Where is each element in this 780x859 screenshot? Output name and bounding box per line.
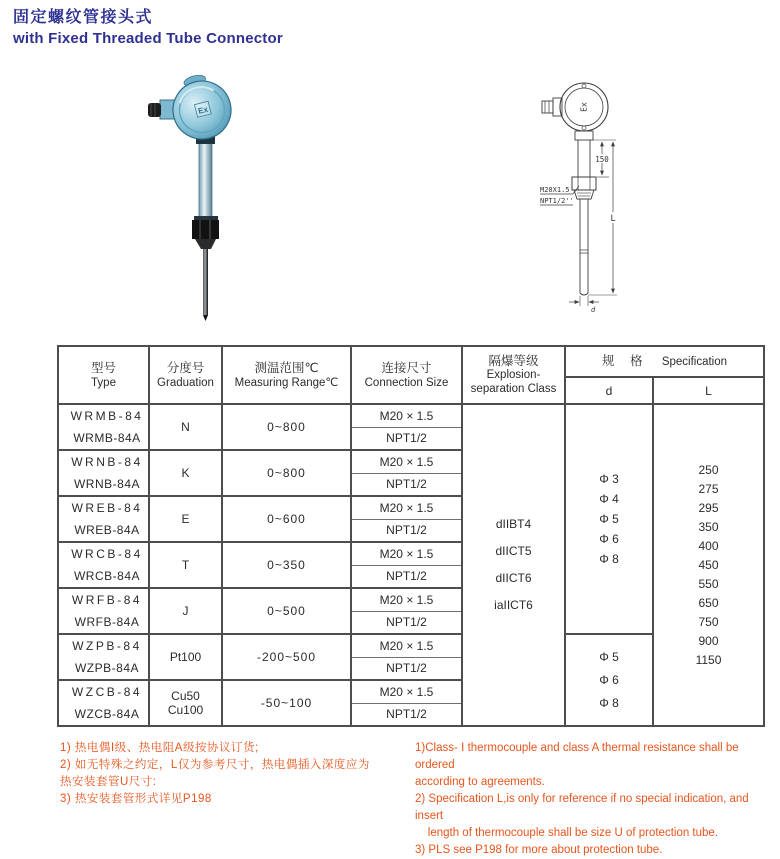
model-cell: WRFB-84: [58, 588, 149, 611]
photo-probe-tip: [203, 315, 208, 321]
col-header-explosion-en1: Explosion-: [486, 369, 541, 381]
list-item: 1150: [695, 652, 722, 667]
page-title-chinese: 固定螺纹管接头式: [13, 9, 154, 26]
list-item: 400: [698, 538, 719, 553]
dimension-drawing: [520, 78, 670, 323]
model-cell: WREB-84: [58, 496, 149, 519]
model-cell: WRMB-84: [58, 404, 149, 427]
drawing-thread: [574, 190, 594, 199]
specification-table: [57, 345, 765, 727]
graduation-cell: T: [149, 542, 222, 588]
connection-cell: M20 × 1.5: [351, 496, 462, 519]
range-cell: -50~100: [222, 680, 351, 726]
list-item: 750: [698, 614, 719, 629]
range-cell: 0~800: [222, 404, 351, 450]
model-cell: WRFB-84A: [58, 611, 149, 634]
diameter-cell-bottom: [565, 634, 653, 726]
graduation-cell: Pt100: [149, 634, 222, 680]
graduation-cell: N: [149, 404, 222, 450]
footnotes-english: [415, 740, 777, 859]
model-cell: WZPB-84: [58, 634, 149, 657]
list-item: 2) 如无特殊之约定，L仅为参考尺寸，热电偶插入深度应为: [60, 759, 370, 771]
graduation-cell: J: [149, 588, 222, 634]
drawing-thread-label-1: M20X1.5: [540, 186, 570, 194]
connection-cell: M20 × 1.5: [351, 404, 462, 427]
connection-cell: NPT1/2: [351, 565, 462, 588]
list-item: dIICT5: [495, 544, 532, 558]
range-cell: -200~500: [222, 634, 351, 680]
col-header-spec-en: Specification: [661, 356, 728, 368]
list-item: Φ 6: [599, 672, 619, 687]
list-item: 295: [698, 500, 719, 515]
connection-cell: NPT1/2: [351, 473, 462, 496]
col-header-type: [58, 346, 149, 404]
list-item: 250: [698, 462, 719, 477]
connection-cell: M20 × 1.5: [351, 680, 462, 703]
page-title-english: with Fixed Threaded Tube Connector: [13, 30, 283, 47]
col-header-type-zh: 型号: [90, 360, 116, 375]
drawing-dim-150-label: 150: [595, 155, 609, 164]
list-item: 650: [698, 595, 719, 610]
graduation-cell: K: [149, 450, 222, 496]
list-item: Φ 5: [599, 512, 619, 526]
col-header-explosion-zh: 隔爆等级: [488, 354, 539, 368]
graduation-cell: E: [149, 496, 222, 542]
list-item: dIIBT4: [495, 517, 532, 531]
drawing-hex-union: [572, 177, 596, 190]
list-item: Φ 8: [599, 695, 619, 710]
range-cell: 0~350: [222, 542, 351, 588]
list-item: Φ 6: [599, 532, 619, 546]
list-item: 热安装套管U尺寸:: [60, 776, 157, 788]
connection-cell: M20 × 1.5: [351, 588, 462, 611]
list-item: 3) PLS see P198 for more about protection tube.: [415, 844, 663, 856]
connection-cell: NPT1/2: [351, 427, 462, 450]
photo-neck-tube: [199, 140, 212, 220]
model-cell: WRNB-84A: [58, 473, 149, 496]
list-item: 1)Class- Ⅰ thermocouple and class A thermal resistance shall be ordered: [415, 742, 742, 771]
table-row: [58, 404, 764, 427]
connection-cell: M20 × 1.5: [351, 450, 462, 473]
list-item: according to agreements.: [415, 776, 545, 788]
graduation-line-1: Cu50: [171, 689, 200, 703]
range-cell: 0~500: [222, 588, 351, 634]
connection-cell: NPT1/2: [351, 703, 462, 726]
col-header-specification: [565, 346, 764, 377]
connection-cell: M20 × 1.5: [351, 542, 462, 565]
explosion-class-cell: [462, 404, 565, 726]
graduation-cell: [149, 680, 222, 726]
col-header-range-en: Measuring Range℃: [234, 376, 339, 389]
connection-cell: NPT1/2: [351, 657, 462, 680]
footnotes-chinese: [60, 740, 410, 808]
drawing-dim-d-label: d: [591, 306, 596, 314]
list-item: 350: [698, 519, 719, 534]
list-item: length of thermocouple shall be size U of protection tube.: [415, 827, 719, 839]
col-header-d: d: [565, 377, 653, 404]
photo-ex-mark: Ex: [197, 104, 209, 116]
model-cell: WZPB-84A: [58, 657, 149, 680]
thermocouple-photo: [130, 78, 290, 323]
range-cell: 0~600: [222, 496, 351, 542]
model-cell: WRNB-84: [58, 450, 149, 473]
model-cell: WREB-84A: [58, 519, 149, 542]
list-item: Φ 5: [599, 649, 619, 664]
col-header-range-zh: 测温范围℃: [254, 360, 319, 375]
connection-cell: NPT1/2: [351, 519, 462, 542]
graduation-line-2: Cu100: [167, 703, 204, 717]
connection-cell: M20 × 1.5: [351, 634, 462, 657]
list-item: 1) 热电偶Ⅰ级、热电阻A级按协议订货;: [60, 742, 259, 754]
length-cell: [653, 404, 764, 726]
col-header-connection-en: Connection Size: [364, 376, 449, 389]
photo-probe: [203, 249, 208, 315]
list-item: 2) Specification L,is only for reference if no special indication, and insert: [415, 793, 752, 822]
photo-thread-taper: [195, 239, 216, 249]
col-header-explosion-en2: separation Class: [470, 383, 557, 395]
col-header-connection: [351, 346, 462, 404]
model-cell: WRMB-84A: [58, 427, 149, 450]
list-item: Φ 8: [599, 552, 619, 566]
range-cell: 0~800: [222, 450, 351, 496]
list-item: Φ 3: [599, 472, 619, 486]
col-header-graduation: [149, 346, 222, 404]
photo-head: [165, 69, 237, 145]
drawing-dim-L-label: L: [610, 214, 616, 224]
list-item: 450: [698, 557, 719, 572]
drawing-thread-label-2: NPT1/2'': [540, 197, 574, 205]
drawing-flange: [575, 131, 593, 140]
col-header-graduation-zh: 分度号: [166, 360, 205, 375]
list-item: iaIICT6: [494, 598, 533, 612]
page-title: [13, 8, 283, 50]
model-cell: WZCB-84A: [58, 703, 149, 726]
col-header-spec-zh: 规 格: [601, 354, 649, 368]
model-cell: WZCB-84: [58, 680, 149, 703]
photo-hex-nut: [192, 220, 219, 239]
connection-cell: NPT1/2: [351, 611, 462, 634]
photo-union-lip: [194, 216, 218, 220]
col-header-connection-zh: 连接尺寸: [381, 360, 432, 375]
list-item: 550: [698, 576, 719, 591]
list-item: Φ 4: [599, 492, 619, 506]
col-header-range: [222, 346, 351, 404]
model-cell: WRCB-84: [58, 542, 149, 565]
list-item: 3) 热安装套管形式详见P198: [60, 793, 212, 805]
model-cell: WRCB-84A: [58, 565, 149, 588]
diameter-cell-top: [565, 404, 653, 634]
col-header-L: L: [653, 377, 764, 404]
col-header-explosion: [462, 346, 565, 404]
list-item: 900: [698, 633, 719, 648]
col-header-type-en: Type: [91, 376, 116, 389]
list-item: dIICT6: [495, 571, 532, 585]
list-item: 275: [698, 481, 719, 496]
col-header-graduation-en: Graduation: [157, 376, 214, 389]
drawing-ex-mark: Ex: [579, 102, 589, 112]
